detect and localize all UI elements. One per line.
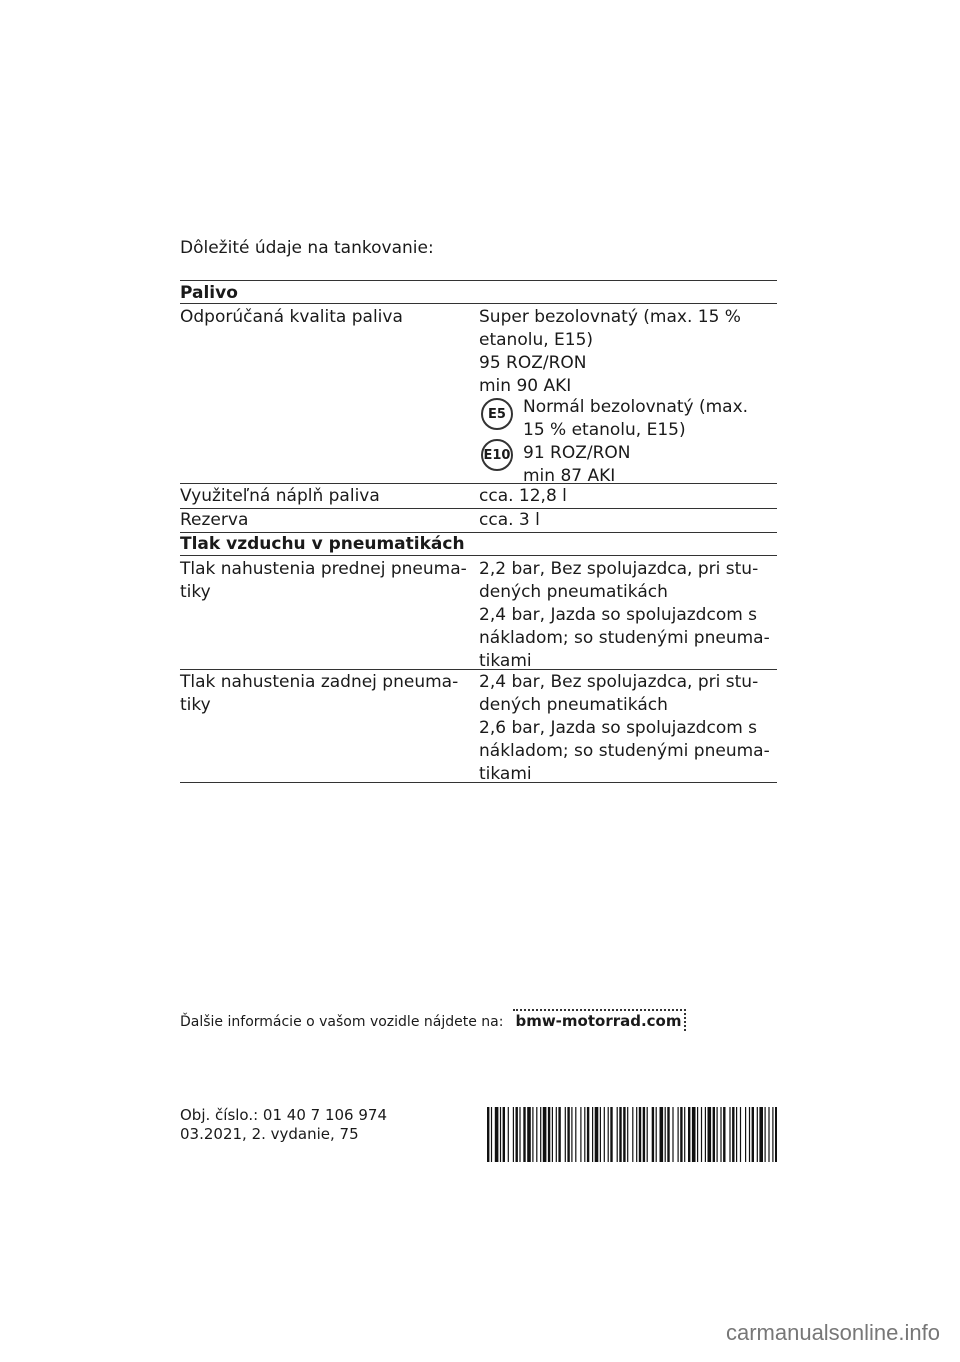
e5-fuel-icon: [481, 398, 513, 430]
order-number: Obj. číslo.: 01 40 7 106 974: [180, 1106, 387, 1124]
rear-tire-line: 2,6 bar, Jazda so spolujazdcom s: [479, 718, 758, 738]
table-rule: [180, 303, 777, 304]
website-link[interactable]: bmw-motorrad.com: [513, 1009, 685, 1031]
reserve-label: Rezerva: [180, 510, 249, 530]
rear-tire-label: [180, 671, 470, 717]
rear-tire-label-line: Tlak nahustenia zadnej pneuma-: [180, 672, 459, 692]
front-tire-label: [180, 558, 470, 604]
order-info: [180, 1106, 387, 1144]
edition: 03.2021, 2. vydanie, 75: [180, 1125, 359, 1143]
more-info-text: Ďalšie informácie o vašom vozidle nájdete na:: [180, 1014, 504, 1030]
fuel-quality-value: [479, 306, 779, 398]
front-tire-line: tikami: [479, 651, 532, 671]
rear-tire-line: 2,4 bar, Bez spolujazdca, pri stu-: [479, 672, 759, 692]
table-rule: [180, 280, 777, 281]
usable-fuel-label: Využiteľná náplň paliva: [180, 486, 380, 506]
alt-fuel-line: Normál bezolovnatý (max.: [523, 397, 749, 417]
fuel-section-header: Palivo: [180, 283, 238, 303]
alt-fuel-line: 15 % etanolu, E15): [523, 420, 686, 440]
front-tire-label-line: Tlak nahustenia prednej pneuma-: [180, 559, 467, 579]
front-tire-line: 2,2 bar, Bez spolujazdca, pri stu-: [479, 559, 759, 579]
front-tire-label-line: tiky: [180, 582, 211, 602]
tire-section-header: Tlak vzduchu v pneumatikách: [180, 534, 465, 554]
rear-tire-line: nákladom; so studenými pneuma-: [479, 741, 770, 761]
fuel-quality-line: 95 ROZ/RON: [479, 353, 587, 373]
front-tire-line: nákladom; so studenými pneuma-: [479, 628, 770, 648]
fuel-quality-line: Super bezolovnatý (max. 15 %: [479, 307, 741, 327]
alt-fuel-value: [523, 396, 783, 488]
e10-fuel-icon: [481, 439, 513, 471]
e5-label: E5: [488, 406, 506, 422]
fuel-quality-line: etanolu, E15): [479, 330, 594, 350]
rear-tire-label-line: tiky: [180, 695, 211, 715]
rear-tire-line: dených pneumatikách: [479, 695, 668, 715]
fuel-badges: [481, 398, 517, 480]
e10-label: E10: [483, 447, 511, 463]
front-tire-line: 2,4 bar, Jazda so spolujazdcom s: [479, 605, 758, 625]
alt-fuel-line: 91 ROZ/RON: [523, 443, 631, 463]
watermark: carmanualsonline.info: [725, 1320, 940, 1345]
page-title: Dôležité údaje na tankovanie:: [180, 238, 434, 258]
front-tire-value: [479, 558, 779, 673]
alt-fuel-line: min 87 AKI: [523, 466, 616, 486]
rear-tire-value: [479, 671, 779, 786]
barcode: [487, 1107, 777, 1162]
reserve-value: cca. 3 l: [479, 510, 540, 530]
usable-fuel-value: cca. 12,8 l: [479, 486, 567, 506]
front-tire-line: dených pneumatikách: [479, 582, 668, 602]
rear-tire-line: tikami: [479, 764, 532, 784]
more-info: [180, 1009, 686, 1031]
fuel-quality-line: min 90 AKI: [479, 376, 572, 396]
fuel-quality-label: Odporúčaná kvalita paliva: [180, 307, 403, 327]
